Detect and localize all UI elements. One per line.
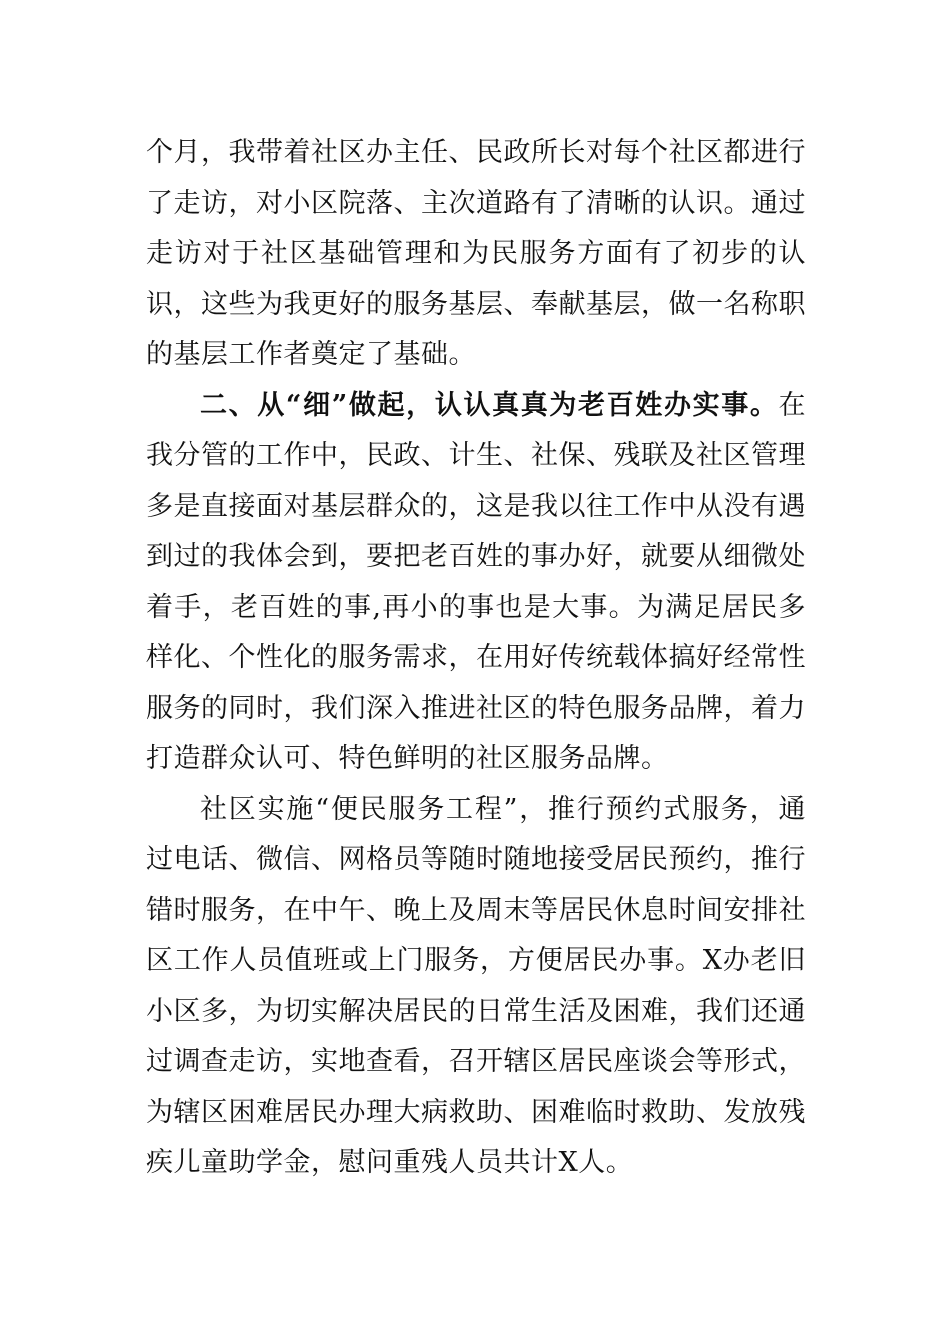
- paragraph-continuation: [146, 128, 806, 381]
- paragraph-text: 个月，我带着社区办主任、民政所长对每个社区都进行了走访，对小区院落、主次道路有了清晰的认识。通过走访对于社区基础管理和为民服务方面有了初步的认识，这些为我更好的服务基层、奉献基层，做一名称职的基层工作者奠定了基础。: [146, 137, 806, 370]
- paragraph-community-service: [146, 785, 806, 1189]
- paragraph-text: 社区实施“便民服务工程”，推行预约式服务，通过电话、微信、网格员等随时随地接受居民预约，推行错时服务，在中午、晚上及周末等居民休息时间安排社区工作人员值班或上门服务，方便居民办事。X办老旧小区多，为切实解决居民的日常生活及困难，我们还通过调查走访，实地查看，召开辖区居民座谈会等形式，为辖区困难居民办理大病救助、困难临时救助、发放残疾儿童助学金，慰问重残人员共计X人。: [146, 793, 806, 1178]
- paragraph-section-two: [146, 381, 806, 785]
- section-heading: 二、从“细”做起，认认真真为老百姓办实事。: [200, 389, 779, 421]
- document-body: [146, 128, 806, 1189]
- paragraph-text: 在我分管的工作中，民政、计生、社保、残联及社区管理多是直接面对基层群众的，这是我以往工作中从没有遇到过的我体会到，要把老百姓的事办好，就要从细微处着手，老百姓的事,再小的事也是大事。为满足居民多样化、个性化的服务需求，在用好传统载体搞好经常性服务的同时，我们深入推进社区的特色服务品牌，着力打造群众认可、特色鲜明的社区服务品牌。: [146, 389, 806, 774]
